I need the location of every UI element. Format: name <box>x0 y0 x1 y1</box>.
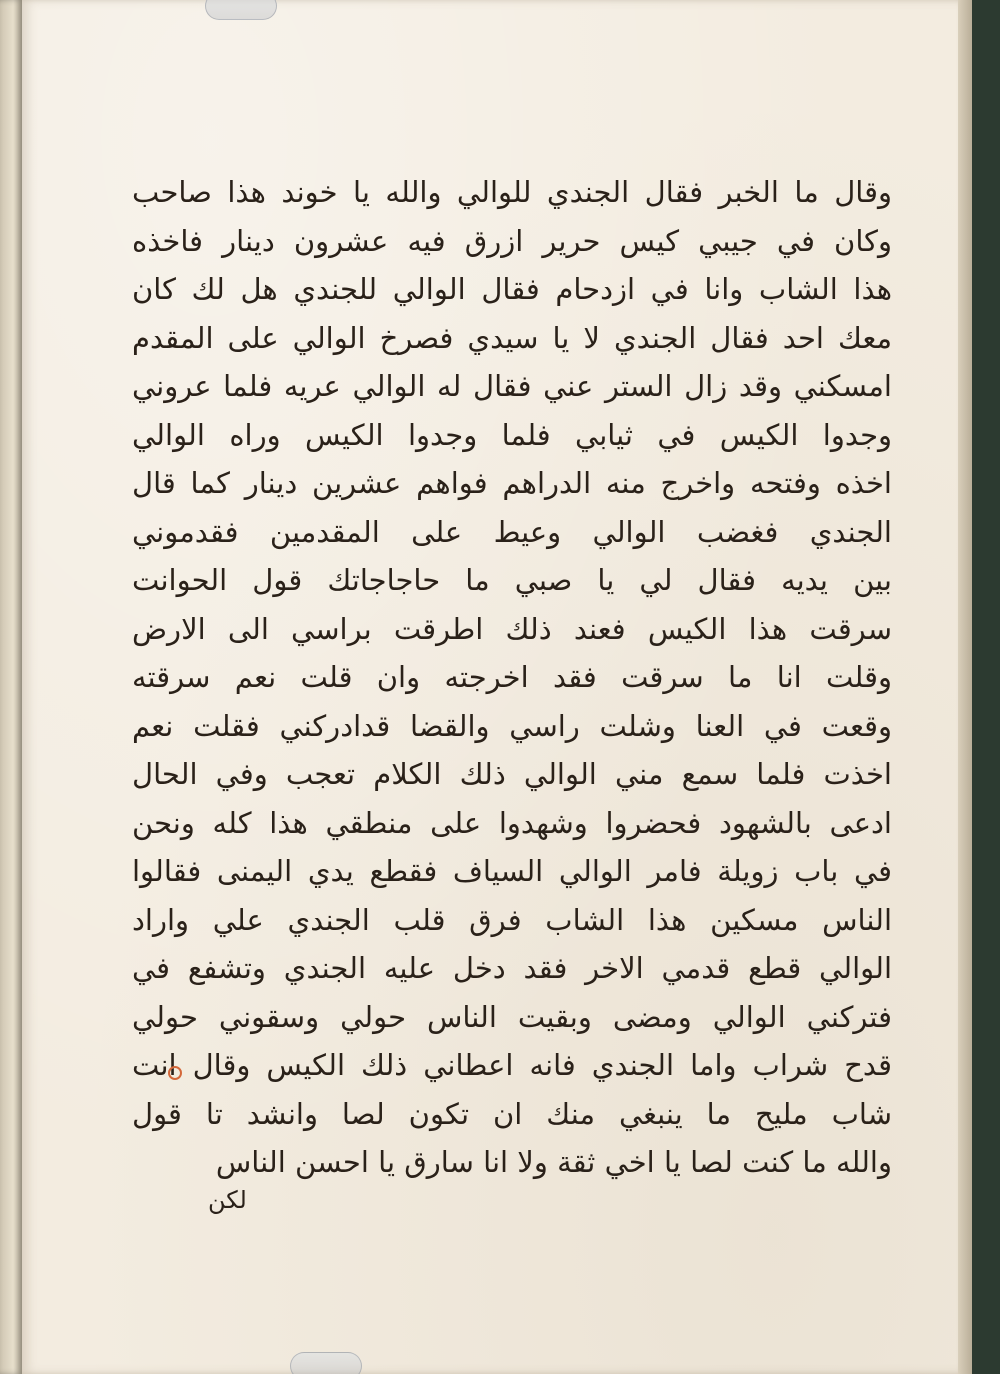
facing-page-edge <box>0 0 22 1374</box>
text-line-15: في باب زويلة فامر الوالي السياف فقطع يدي اليمنى فقالوا <box>132 854 892 888</box>
binding-board <box>972 0 1000 1374</box>
text-line-7: اخذه وفتحه واخرج منه الدراهم فواهم عشرين دينار كما قال <box>132 466 892 500</box>
verse-marker-icon <box>168 1066 182 1080</box>
text-block <box>132 168 892 1179</box>
text-line-11: وقلت انا ما سرقت فقد اخرجته وان قلت نعم سرقته <box>132 660 892 694</box>
text-line-2: وكان في جيبي كيس حرير ازرق فيه عشرون دينار فاخذه <box>132 223 892 258</box>
text-line-19: قدح شراب واما الجندي فانه اعطاني ذلك الكيس وقال انت <box>132 1048 892 1082</box>
text-line-1: وقال ما الخبر فقال الجندي للوالي والله يا خوند هذا صاحب <box>132 175 892 209</box>
text-line-14: ادعى بالشهود فحضروا وشهدوا على منطقي هذا كله ونحن <box>132 805 892 840</box>
text-line-5: امسكني وقد زال الستر عني فقال له الوالي عريه فلما عروني <box>132 369 892 403</box>
catchword: لكن <box>208 1186 247 1214</box>
text-line-9: بين يديه فقال لي يا صبي ما حاجاجاتك قول الحوانت <box>132 563 892 597</box>
text-line-6: وجدوا الكيس في ثيابي فلما وجدوا الكيس وراه الوالي <box>132 417 892 452</box>
text-line-8: الجندي فغضب الوالي وعيط على المقدمين فقدموني <box>132 514 892 549</box>
text-line-4: معك احد فقال الجندي لا يا سيدي فصرخ الوالي على المقدم <box>132 320 892 355</box>
text-line-13: اخذت فلما سمع مني الوالي ذلك الكلام تعجب وفي الحال <box>132 757 892 791</box>
text-line-3: هذا الشاب وانا في ازدحام فقال الوالي للجندي هل لك كان <box>132 272 892 306</box>
manuscript-page <box>22 0 962 1374</box>
text-line-21: والله ما كنت لصا يا اخي ثقة ولا انا سارق يا احسن الناس <box>215 1145 892 1179</box>
text-line-20: شاب مليح ما ينبغي منك ان تكون لصا وانشد تا قول <box>132 1096 892 1131</box>
text-line-12: وقعت في العنا وشلت راسي والقضا قدادركني فقلت نعم <box>132 708 892 743</box>
text-line-17: الوالي قطع قدمي الاخر فقد دخل عليه الجندي وتشفع في <box>132 951 892 985</box>
page-edge <box>958 0 972 1374</box>
text-line-16: الناس مسكين هذا الشاب فرق قلب الجندي علي واراد <box>132 902 892 937</box>
text-line-10: سرقت هذا الكيس فعند ذلك اطرقت براسي الى الارض <box>132 611 892 646</box>
text-line-18: فتركني الوالي ومضى وبقيت الناس حولي وسقوني حولي <box>132 999 892 1034</box>
glass-clip-icon <box>205 0 277 20</box>
glass-clip-icon <box>290 1352 362 1374</box>
